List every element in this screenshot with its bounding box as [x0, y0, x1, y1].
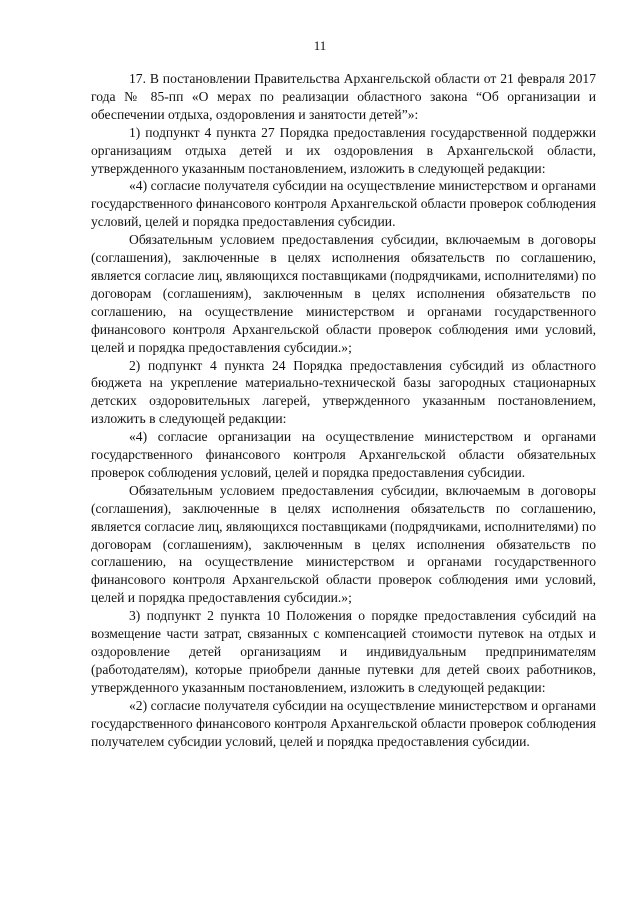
quoted-paragraph: «4) согласие получателя субсидии на осуществление министерством и органами государственного финансового контроля Архангельской области проверок соблюдения условий, целей и порядка предоставления субсидии. — [91, 178, 596, 230]
paragraph-subitem-2: 2) подпункт 4 пункта 24 Порядка предоставления субсидий из областного бюджета на укрепление материально-технической базы загородных стационарных детских оздоровительных лагерей, утвержденного указанным постановлением, изложить в следующей редакции: — [91, 357, 596, 427]
paragraph-condition: Обязательным условием предоставления субсидии, включаемым в договоры (соглашения), заключенные в целях исполнения обязательств по соглашению, является согласие лиц, являющихся поставщиками (подрядчиками, исполнителями) по договорам (соглашениям), заключенным в целях исполнения обязательств по соглашению, на осуществление министерством и органами государственного финансового контроля Архангельской области проверок соблюдения ими условий, целей и порядка предоставления субсидии.»; — [91, 232, 596, 355]
document-body — [91, 70, 596, 750]
paragraph-subitem-3: 3) подпункт 2 пункта 10 Положения о порядке предоставления субсидий на возмещение части затрат, связанных с компенсацией стоимости путевок на отдых и оздоровление детей организациям и индивидуальным предпринимателям (работодателям), которые приобрели данные путевки для детей своих работников, утвержденного указанным постановлением, изложить в следующей редакции: — [91, 608, 596, 695]
paragraph-subitem-1: 1) подпункт 4 пункта 27 Порядка предоставления государственной поддержки организациям отдыха детей и их оздоровления в Архангельской области, утвержденного указанным постановлением, изложить в следующей редакции: — [91, 124, 596, 176]
paragraph-condition: Обязательным условием предоставления субсидии, включаемым в договоры (соглашения), заключенные в целях исполнения обязательств по соглашению, является согласие лиц, являющихся поставщиками (подрядчиками, исполнителями) по договорам (соглашениям), заключенным в целях исполнения обязательств по соглашению, на осуществление министерством и органами государственного финансового контроля Архангельской области проверок соблюдения ими условий, целей и порядка предоставления субсидии.»; — [91, 482, 596, 606]
page-number: 11 — [313, 38, 327, 53]
quoted-paragraph: «2) согласие получателя субсидии на осуществление министерством и органами государственного финансового контроля Архангельской области проверок соблюдения получателем субсидии условий, целей и порядка предоставления субсидии. — [91, 697, 596, 749]
paragraph-item-17: 17. В постановлении Правительства Архангельской области от 21 февраля 2017 года № 85-пп «О мерах по реализации областного закона “Об организации и обеспечении отдыха, оздоровления и занятости детей”»: — [91, 71, 596, 122]
quoted-paragraph: «4) согласие организации на осуществление министерством и органами государственного финансового контроля Архангельской области обязательных проверок соблюдения условий, целей и порядка предоставления субсидии. — [91, 429, 596, 480]
